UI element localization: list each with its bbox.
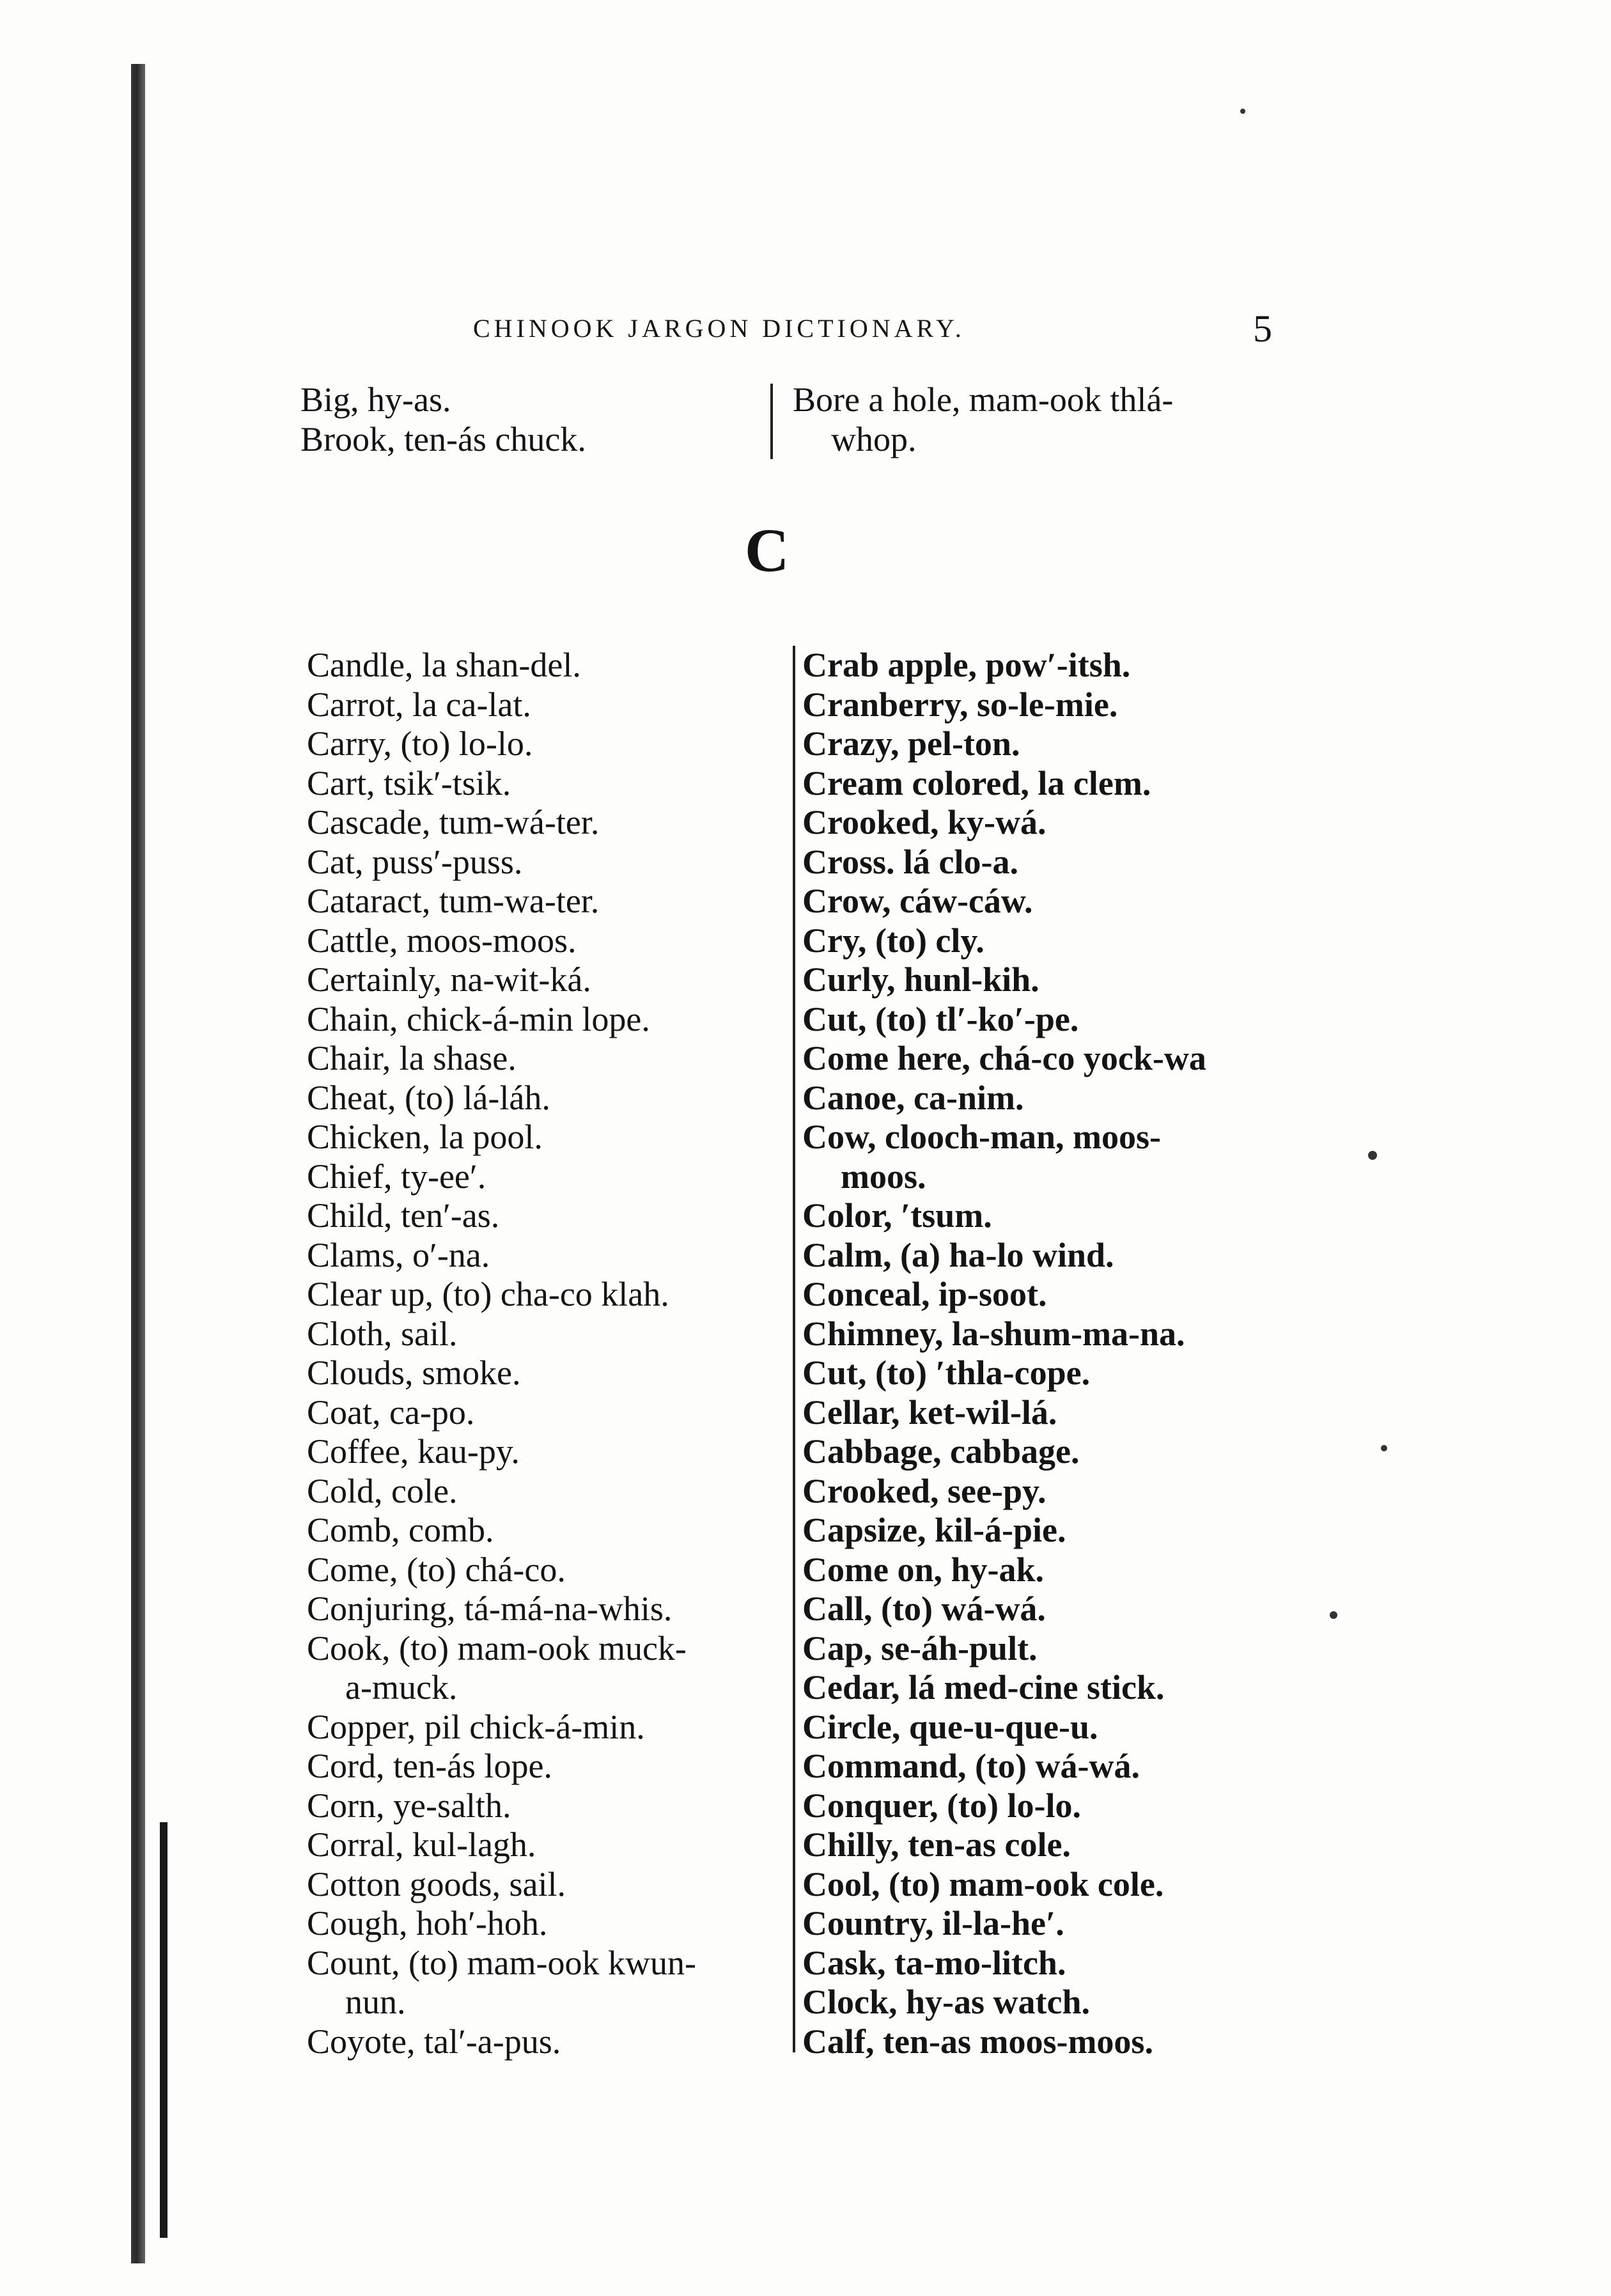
entry: Circle, que-u-que-u. [802, 1707, 1098, 1746]
binding-edge [131, 64, 145, 2263]
entry: Command, (to) wá-wá. [802, 1747, 1140, 1785]
binding-shadow [160, 1822, 167, 2238]
entry: Calm, (a) ha-lo wind. [802, 1235, 1114, 1274]
entry: Candle, la shan-del. [307, 646, 581, 684]
top-right-entries [793, 380, 1173, 459]
entry: Come on, hy-ak. [802, 1550, 1045, 1589]
entry: Cut, (to) ′thla-cope. [802, 1354, 1091, 1392]
column-rule [793, 646, 795, 2052]
entry: Calf, ten-as moos-moos. [802, 2022, 1153, 2061]
entry: Chair, la shase. [307, 1039, 517, 1077]
entry: Carrot, la ca-lat. [307, 685, 531, 724]
entry: Clear up, (to) cha-co klah. [307, 1275, 669, 1313]
entry: Cream colored, la clem. [802, 763, 1151, 802]
entry: Child, ten′-as. [307, 1196, 500, 1235]
entry: Chilly, ten-as cole. [802, 1825, 1071, 1864]
column-rule-top [770, 384, 773, 459]
entry: Cabbage, cabbage. [802, 1432, 1080, 1471]
entry: Canoe, ca-nim. [802, 1078, 1024, 1117]
entry: Color, ′tsum. [802, 1196, 992, 1235]
entry: Cow, clooch-man, moos- [802, 1118, 1161, 1156]
entry-continuation: whop. [831, 419, 917, 458]
running-title: CHINOOK JARGON DICTIONARY. [473, 314, 965, 343]
entry: Cheat, (to) lá-láh. [307, 1078, 550, 1117]
entry: Country, il-la-he′. [802, 1904, 1064, 1942]
entry: Cedar, lá med-cine stick. [802, 1668, 1165, 1706]
entry: Chief, ty-ee′. [307, 1157, 486, 1196]
entry: Curly, hunl-kih. [802, 960, 1039, 999]
top-left-entries [300, 380, 586, 459]
print-speck [1368, 1151, 1377, 1160]
entry: Brook, ten-ás chuck. [300, 419, 586, 458]
entry: Cotton goods, sail. [307, 1864, 566, 1903]
entry: Come here, chá-co yock-wa [802, 1039, 1206, 1077]
entry-continuation: moos. [841, 1157, 926, 1196]
entry: Certainly, na-wit-ká. [307, 960, 591, 999]
entry: Cut, (to) tl′-ko′-pe. [802, 999, 1079, 1038]
entry: Count, (to) mam-ook kwun- [307, 1943, 696, 1982]
entry: Cataract, tum-wa-ter. [307, 882, 600, 920]
entry: Carry, (to) lo-lo. [307, 724, 533, 763]
entry: Capsize, kil-á-pie. [802, 1511, 1066, 1549]
left-column [307, 646, 696, 2061]
entry: Chain, chick-á-min lope. [307, 999, 650, 1038]
entry: Cranberry, so-le-mie. [802, 685, 1118, 724]
right-column [802, 646, 1206, 2061]
entry: Crab apple, pow′-itsh. [802, 646, 1131, 684]
page-number: 5 [1253, 308, 1272, 350]
entry: Chicken, la pool. [307, 1118, 543, 1156]
entry: Clams, o′-na. [307, 1235, 490, 1274]
entry: Corn, ye-salth. [307, 1786, 511, 1825]
entry-continuation: nun. [345, 1983, 406, 2021]
print-speck [1240, 109, 1245, 114]
entry: Big, hy-as. [300, 380, 451, 419]
section-letter: C [745, 516, 790, 584]
entry: Cry, (to) cly. [802, 921, 984, 960]
entry: Copper, pil chick-á-min. [307, 1707, 645, 1746]
entry: Cap, se-áh-pult. [802, 1628, 1038, 1667]
entry: Cascade, tum-wá-ter. [307, 803, 600, 841]
entry: Coffee, kau-py. [307, 1432, 520, 1471]
entry: Cellar, ket-wil-lá. [802, 1393, 1057, 1432]
entry: Coat, ca-po. [307, 1393, 475, 1432]
entry: Crow, cáw-cáw. [802, 882, 1033, 920]
entry: Crooked, ky-wá. [802, 803, 1047, 841]
entry: Clock, hy-as watch. [802, 1983, 1091, 2021]
entry: Clouds, smoke. [307, 1354, 521, 1392]
entry: Cook, (to) mam-ook muck- [307, 1628, 687, 1667]
entry: Conquer, (to) lo-lo. [802, 1786, 1082, 1825]
entry: Cool, (to) mam-ook cole. [802, 1864, 1164, 1903]
entry-continuation: a-muck. [345, 1668, 458, 1706]
print-speck [1381, 1445, 1387, 1451]
entry: Cold, cole. [307, 1471, 458, 1510]
entry: Cart, tsik′-tsik. [307, 763, 511, 802]
entry: Cross. lá clo-a. [802, 842, 1018, 881]
entry: Cat, puss′-puss. [307, 842, 523, 881]
entry: Cattle, moos-moos. [307, 921, 577, 960]
entry: Cord, ten-ás lope. [307, 1747, 552, 1785]
entry: Come, (to) chá-co. [307, 1550, 566, 1589]
page-header [473, 307, 1279, 358]
entry: Comb, comb. [307, 1511, 494, 1549]
entry: Cough, hoh′-hoh. [307, 1904, 548, 1942]
entry: Cloth, sail. [307, 1314, 458, 1353]
entry: Call, (to) wá-wá. [802, 1589, 1046, 1628]
entry: Bore a hole, mam-ook thlá- [793, 380, 1174, 419]
entry: Conceal, ip-soot. [802, 1275, 1047, 1313]
entry: Corral, kul-lagh. [307, 1825, 536, 1864]
print-speck [1330, 1611, 1337, 1619]
entry: Coyote, tal′-a-pus. [307, 2022, 561, 2061]
entry: Crazy, pel-ton. [802, 724, 1020, 763]
entry: Cask, ta-mo-litch. [802, 1943, 1066, 1982]
entry: Crooked, see-py. [802, 1471, 1047, 1510]
entry: Conjuring, tá-má-na-whis. [307, 1589, 673, 1628]
entry: Chimney, la-shum-ma-na. [802, 1314, 1185, 1353]
